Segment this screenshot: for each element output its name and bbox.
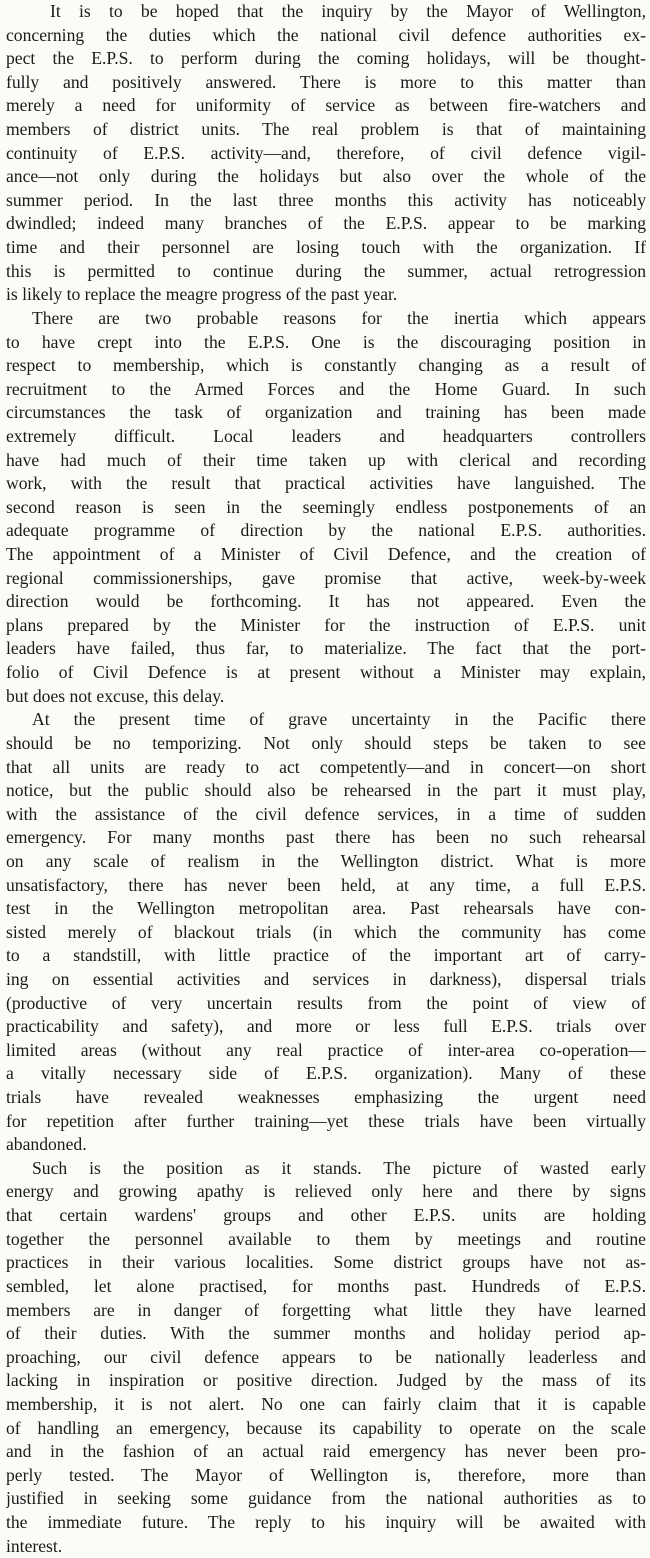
paragraph-line: for repetition after further training—yet these trials have been virtually: [6, 1110, 646, 1131]
paragraph-line: (productive of very uncertain results from the point of view of: [6, 992, 646, 1013]
paragraph-line: energy and growing apathy is relieved only here and there by signs: [6, 1181, 646, 1202]
paragraph-line: should be no temporizing. Not only should steps be taken to see: [6, 732, 646, 753]
paragraph-line: fully and positively answered. There is more to this matter than: [6, 71, 646, 92]
paragraph-line: practices in their various localities. Some district groups have not as-: [6, 1252, 646, 1273]
paragraph: [6, 1157, 646, 1558]
paragraph-line: folio of Civil Defence is at present without a Minister may explain,: [6, 662, 646, 683]
paragraph-line: dwindled; indeed many branches of the E.P.S. appear to be marking: [6, 213, 646, 234]
paragraph-line: adequate programme of direction by the national E.P.S. authorities.: [6, 520, 646, 541]
paragraph-line: summer period. In the last three months this activity has noticeably: [6, 189, 646, 210]
paragraph-line: leaders have failed, thus far, to materialize. The fact that the port-: [6, 638, 646, 659]
paragraph-line: to a standstill, with little practice of the important art of carry-: [6, 945, 646, 966]
paragraph-line: with the assistance of the civil defence services, in a time of sudden: [6, 803, 646, 824]
paragraph-line: justified in seeking some guidance from the national authorities as to: [6, 1488, 646, 1509]
paragraph-line: test in the Wellington metropolitan area. Past rehearsals have con-: [6, 898, 646, 919]
paragraph-line: on any scale of realism in the Wellington district. What is more: [6, 850, 646, 871]
paragraph-line: ance—not only during the holidays but also over the whole of the: [6, 166, 646, 187]
paragraph-line: this is permitted to continue during the summer, actual retrogression: [6, 260, 646, 281]
paragraph-line: proaching, our civil defence appears to be nationally leaderless and: [6, 1346, 646, 1367]
paragraph-line: pect the E.P.S. to perform during the coming holidays, will be thought-: [6, 48, 646, 69]
paragraph-line: lacking in inspiration or positive direction. Judged by the mass of its: [6, 1370, 646, 1391]
paragraph-line: direction would be forthcoming. It has not appeared. Even the: [6, 591, 646, 612]
paragraph-line: sisted merely of blackout trials (in which the community has come: [6, 921, 646, 942]
paragraph-line: circumstances the task of organization and training has been made: [6, 402, 646, 423]
paragraph: [6, 0, 646, 307]
paragraph-line: to have crept into the E.P.S. One is the discouraging position in: [6, 331, 646, 352]
paragraph-line: respect to membership, which is constantly changing as a result of: [6, 355, 646, 376]
paragraph-line: practicability and safety), and more or less full E.P.S. trials over: [6, 1016, 646, 1037]
paragraph-line: that all units are ready to act competently—and in concert—on short: [6, 756, 646, 777]
paragraph-line: the immediate future. The reply to his inquiry will be awaited with: [6, 1512, 646, 1532]
paragraph-line: members are in danger of forgetting what little they have learned: [6, 1299, 646, 1320]
paragraph-line: that certain wardens' groups and other E.P.S. units are holding: [6, 1205, 646, 1226]
paragraph-line: work, with the result that practical activities have languished. The: [6, 473, 646, 494]
paragraph-line: It is to be hoped that the inquiry by the Mayor of Wellington,: [50, 1, 646, 21]
paragraph-line: perly tested. The Mayor of Wellington is, therefore, more than: [6, 1464, 646, 1485]
paragraph-line: a vitally necessary side of E.P.S. organization). Many of these: [6, 1063, 646, 1084]
paragraph-line: limited areas (without any real practice of inter-area co-operation—: [6, 1039, 646, 1060]
paragraph-line: recruitment to the Armed Forces and the Home Guard. In such: [6, 378, 646, 399]
paragraph: [6, 708, 646, 1157]
paragraph-line: continuity of E.P.S. activity—and, therefore, of civil defence vigil-: [6, 142, 646, 163]
paragraph-line: regional commissionerships, gave promise that active, week-by-week: [6, 567, 646, 588]
paragraph-line: notice, but the public should also be rehearsed in the part it must play,: [6, 780, 646, 801]
paragraph-line: There are two probable reasons for the inertia which appears: [32, 307, 646, 328]
paragraph-line: Such is the position as it stands. The picture of wasted early: [32, 1157, 646, 1178]
paragraph-line: The appointment of a Minister of Civil Defence, and the creation of: [6, 544, 646, 565]
paragraph-line: trials have revealed weaknesses emphasizing the urgent need: [6, 1087, 646, 1108]
paragraph-line: sembled, let alone practised, for months past. Hundreds of E.P.S.: [6, 1275, 646, 1296]
paragraph-line: of their duties. With the summer months and holiday period ap-: [6, 1323, 646, 1344]
paragraph-line: but does not excuse, this delay.: [6, 685, 225, 706]
paragraph-line: unsatisfactory, there has never been held, at any time, a full E.P.S.: [6, 874, 646, 895]
paragraph-line: members of district units. The real problem is that of maintaining: [6, 119, 646, 140]
paragraph-line: ing on essential activities and services in darkness), dispersal trials: [6, 968, 646, 989]
paragraph-line: time and their personnel are losing touch with the organization. If: [6, 237, 646, 258]
paragraph-line: concerning the duties which the national civil defence authorities ex-: [6, 24, 646, 45]
paragraph-line: together the personnel available to them by meetings and routine: [6, 1228, 646, 1249]
paragraph-line: have had much of their time taken up with clerical and recording: [6, 449, 646, 470]
paragraph-line: of handling an emergency, because its capability to operate on the scale: [6, 1417, 646, 1438]
paragraph-line: membership, it is not alert. No one can fairly claim that it is capable: [6, 1393, 646, 1414]
paragraph-line: is likely to replace the meagre progress of the past year.: [6, 284, 398, 305]
paragraph: [6, 307, 646, 708]
paragraph-line: interest.: [6, 1535, 63, 1556]
paragraph-line: abandoned.: [6, 1134, 87, 1155]
paragraph-line: second reason is seen in the seemingly endless postponements of an: [6, 496, 646, 517]
paragraph-line: extremely difficult. Local leaders and headquarters controllers: [6, 425, 646, 446]
paragraph-line: At the present time of grave uncertainty in the Pacific there: [32, 709, 646, 730]
paragraph-line: plans prepared by the Minister for the instruction of E.P.S. unit: [6, 614, 646, 635]
paragraph-line: emergency. For many months past there has been no such rehearsal: [6, 827, 646, 848]
paragraph-line: and in the fashion of an actual raid emergency has never been pro-: [6, 1441, 646, 1462]
paragraph-line: merely a need for uniformity of service as between fire-watchers and: [6, 95, 646, 116]
